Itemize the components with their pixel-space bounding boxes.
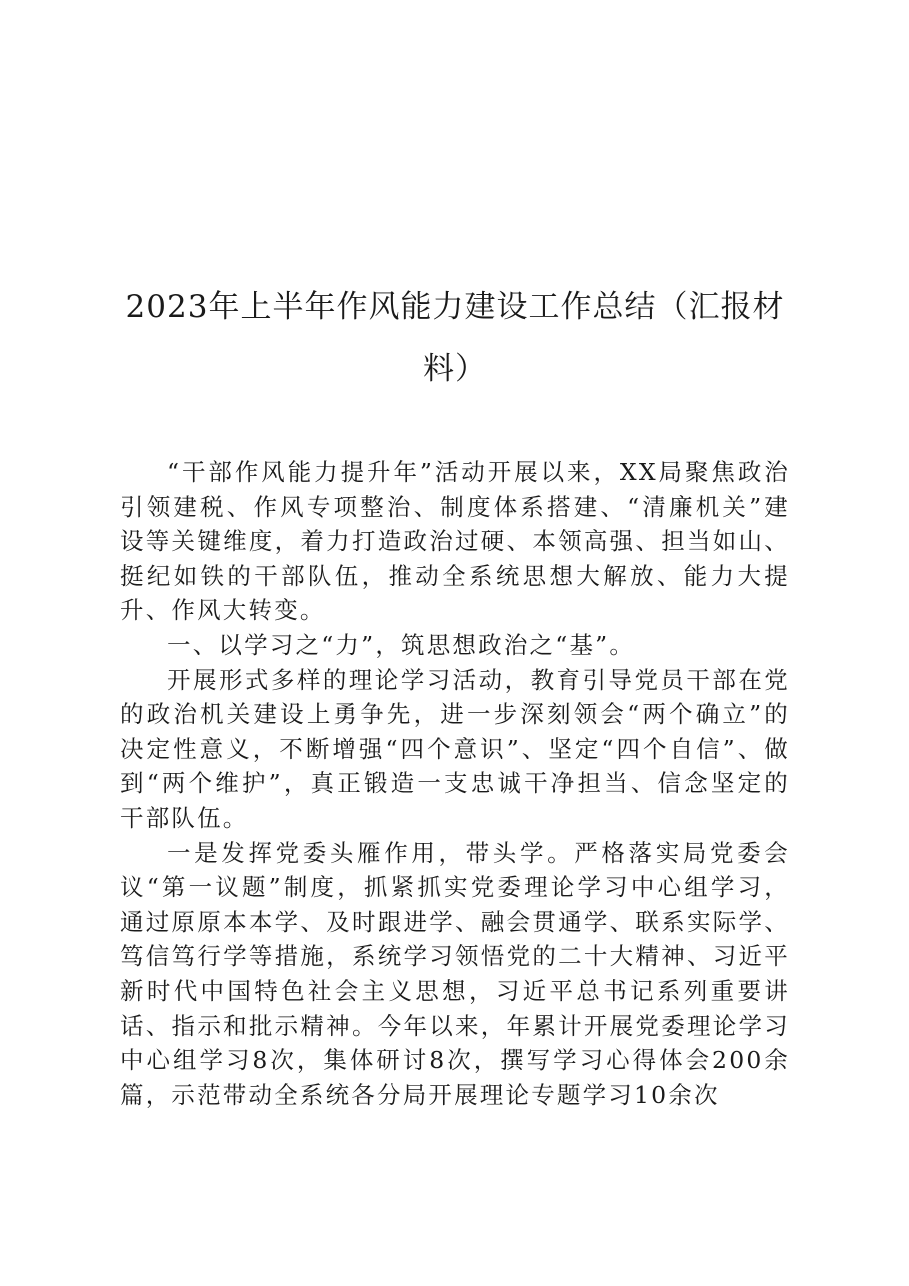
section-1-paragraph: 开展形式多样的理论学习活动，教育引导党员干部在党的政治机关建设上勇争先，进一步深刻领会“两个确立”的决定性意义，不断增强“四个意识”、坚定“四个自信”、做到“两个维护”，真正锻造一支忠诚干净担当、信念坚定的干部队伍。	[120, 665, 790, 832]
document-title: 2023年上半年作风能力建设工作总结（汇报材料）	[125, 289, 785, 387]
document-body	[120, 455, 790, 1112]
section-heading-1: 一、以学习之“力”，筑思想政治之“基”。	[167, 630, 636, 659]
section-1-item-1-paragraph: 一是发挥党委头雁作用，带头学。严格落实局党委会议“第一议题”制度，抓紧抓实党委理论学习中心组学习，通过原原本本学、及时跟进学、融会贯通学、联系实际学、笃信笃行学等措施，系统学习领悟党的二十大精神、习近平新时代中国特色社会主义思想，习近平总书记系列重要讲话、指示和批示精神。今年以来，年累计开展党委理论学习中心组学习8次，集体研讨8次，撰写学习心得体会200余篇，示范带动全系统各分局开展理论专题学习10余次	[120, 838, 790, 1109]
intro-paragraph: “干部作风能力提升年”活动开展以来，XX局聚焦政治引领建税、作风专项整治、制度体系搭建、“清廉机关”建设等关键维度，着力打造政治过硬、本领高强、担当如山、挺纪如铁的干部队伍，推动全系统思想大解放、能力大提升、作风大转变。	[120, 458, 790, 625]
